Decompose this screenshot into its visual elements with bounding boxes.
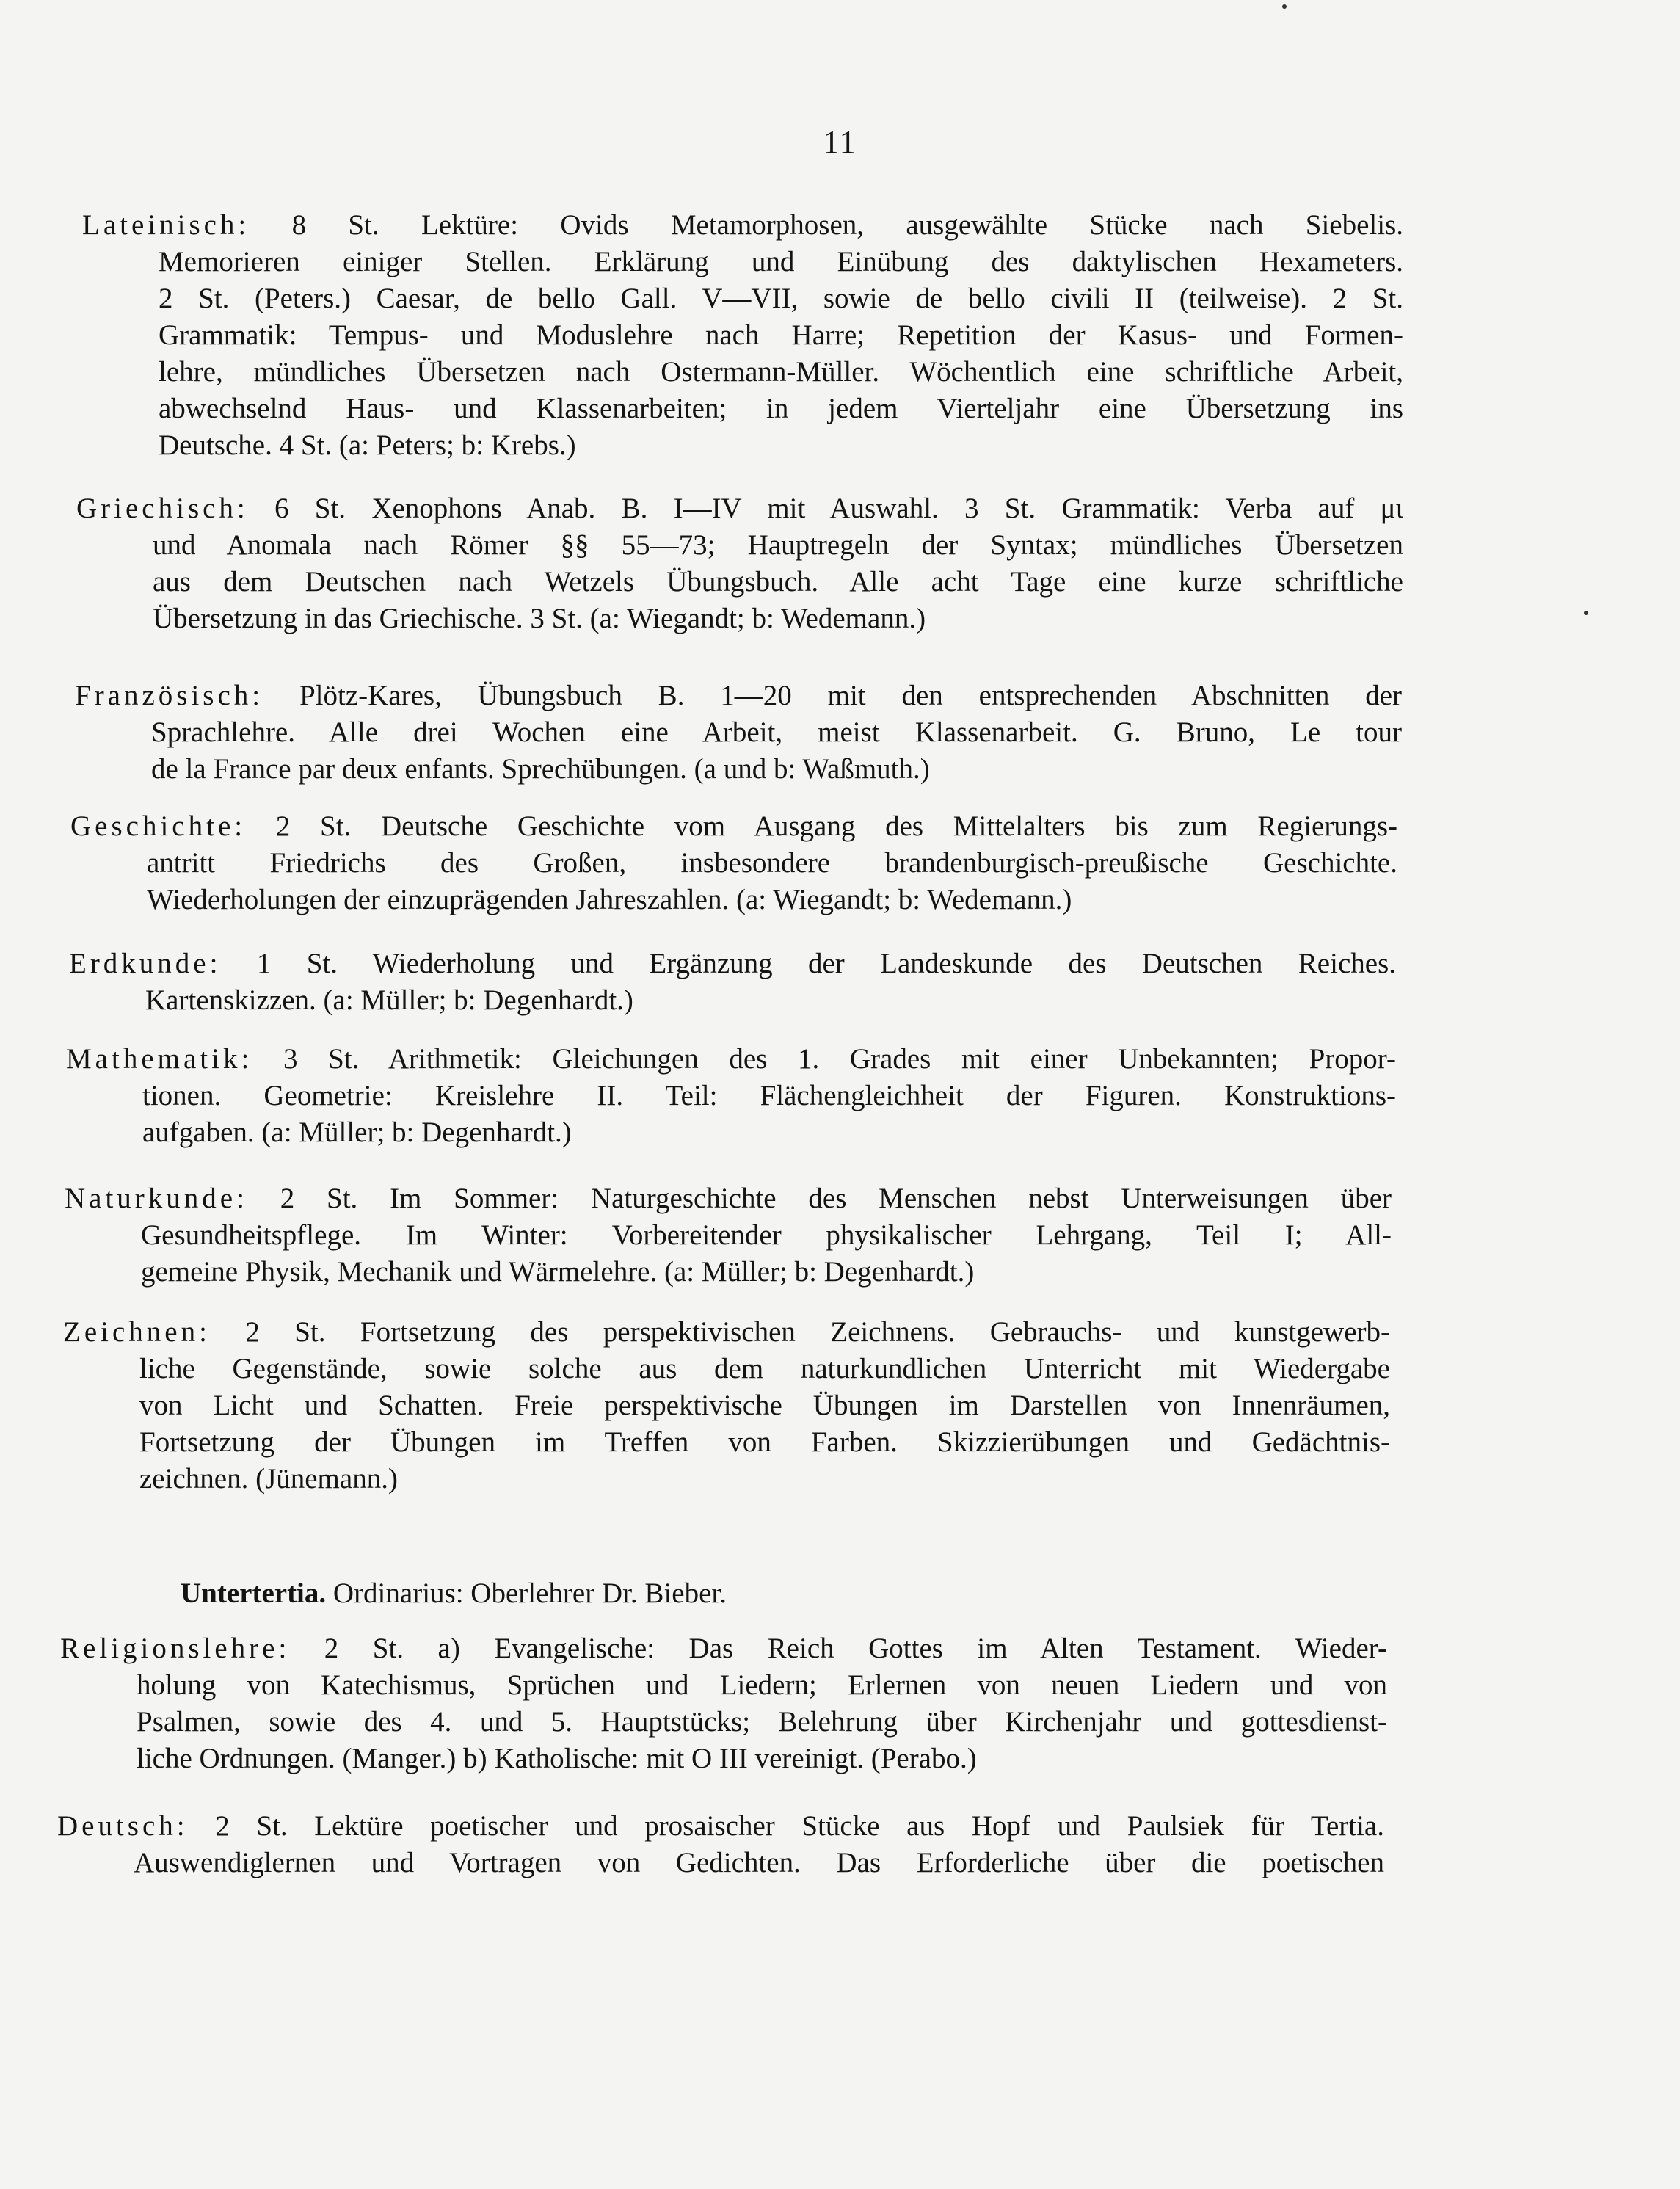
page-number: 11 [823,124,857,160]
entry-line: Übersetzung in das Griechische. 3 St. (a: Wiegandt; b: Wedemann.) [153,603,926,634]
subject-label: Lateinisch: [82,209,250,241]
entry-line: Geschichte: 2 St. Deutsche Geschichte vom Ausgang des Mittelalters bis zum Regierungs- [70,810,1397,842]
entry-lateinisch [82,207,1403,464]
section-ordinarius: Ordinarius: Oberlehrer Dr. Bieber. [326,1578,727,1609]
entry-line: Gesundheitspflege. Im Winter: Vorbereitender physikalischer Lehrgang, Teil I; All- [141,1219,1392,1251]
entry-line: Lateinisch: 8 St. Lektüre: Ovids Metamorphosen, ausgewählte Stücke nach Siebelis. [82,209,1403,241]
entry-line: Deutsch: 2 St. Lektüre poetischer und prosaischer Stücke aus Hopf und Paulsiek für Tertia. [57,1810,1384,1842]
section-title: Untertertia. [181,1578,327,1609]
entry-erdkunde [69,945,1396,1019]
entry-geschichte [70,808,1397,918]
entry-line: Naturkunde: 2 St. Im Sommer: Naturgeschichte des Menschen nebst Unterweisungen über [65,1183,1392,1214]
entry-line: von Licht und Schatten. Freie perspektivische Übungen im Darstellen von Innenräumen, [139,1390,1390,1421]
entry-naturkunde [65,1180,1392,1290]
subject-label: Deutsch: [57,1810,189,1842]
entry-griechisch [76,490,1403,637]
subject-label: Mathematik: [66,1043,253,1075]
entry-line: und Anomala nach Römer §§ 55—73; Hauptregeln der Syntax; mündliches Übersetzen [153,529,1403,561]
subject-label: Griechisch: [76,493,249,524]
entry-line: liche Ordnungen. (Manger.) b) Katholische: mit O III vereinigt. (Perabo.) [137,1743,977,1774]
entry-deutsch [57,1808,1384,1881]
subject-label: Zeichnen: [63,1316,211,1348]
entry-line: Fortsetzung der Übungen im Treffen von Farben. Skizzierübungen und Gedächtnis- [139,1426,1390,1458]
entry-franzoesisch [75,678,1402,788]
entry-line: Auswendiglernen und Vortragen von Gedichten. Das Erforderliche über die poetischen [134,1847,1384,1878]
entry-line: Erdkunde: 1 St. Wiederholung und Ergänzung der Landeskunde des Deutschen Reiches. [69,948,1396,979]
entry-line: aus dem Deutschen nach Wetzels Übungsbuch. Alle acht Tage eine kurze schriftliche [153,566,1403,598]
entry-line: Deutsche. 4 St. (a: Peters; b: Krebs.) [159,429,576,461]
section-heading [181,1575,727,1612]
entry-line: Memorieren einiger Stellen. Erklärung und Einübung des daktylischen Hexameters. [159,246,1403,277]
entry-line: antritt Friedrichs des Großen, insbesondere brandenburgisch-preußische Geschichte. [147,847,1397,879]
entry-line: zeichnen. (Jünemann.) [139,1463,398,1495]
entry-line: Wiederholungen der einzuprägenden Jahreszahlen. (a: Wiegandt; b: Wedemann.) [147,884,1072,915]
entry-line: Mathematik: 3 St. Arithmetik: Gleichungen des 1. Grades mit einer Unbekannten; Propor- [66,1043,1396,1075]
entry-religionslehre [60,1630,1387,1777]
entry-line: Kartenskizzen. (a: Müller; b: Degenhardt.) [145,984,633,1016]
entry-line: holung von Katechismus, Sprüchen und Liedern; Erlernen von neuen Liedern und von [137,1669,1387,1701]
entry-line: Psalmen, sowie des 4. und 5. Hauptstücks; Belehrung über Kirchenjahr und gottesdienst- [137,1706,1387,1738]
entry-line: liche Gegenstände, sowie solche aus dem naturkundlichen Unterricht mit Wiedergabe [139,1353,1390,1384]
scan-speck [1282,4,1287,9]
entry-line: Sprachlehre. Alle drei Wochen eine Arbeit, meist Klassenarbeit. G. Bruno, Le tour [151,716,1402,748]
entry-line: Französisch: Plötz-Kares, Übungsbuch B. 1—20 mit den entsprechenden Abschnitten der [75,680,1402,711]
entry-line: lehre, mündliches Übersetzen nach Ostermann-Müller. Wöchentlich eine schriftliche Arbeit, [159,356,1403,388]
entry-line: 2 St. (Peters.) Caesar, de bello Gall. V—VII, sowie de bello civili II (teilweise). 2 St. [159,283,1403,314]
entry-line: Religionslehre: 2 St. a) Evangelische: Das Reich Gottes im Alten Testament. Wieder- [60,1633,1387,1664]
subject-label: Französisch: [75,680,264,711]
entry-line: tionen. Geometrie: Kreislehre II. Teil: Flächengleichheit der Figuren. Konstruktions- [142,1080,1396,1111]
entry-line: Griechisch: 6 St. Xenophons Anab. B. I—IV mit Auswahl. 3 St. Grammatik: Verba auf μι [76,493,1403,524]
subject-label: Erdkunde: [69,948,222,979]
subject-label: Geschichte: [70,810,247,842]
entry-line: Zeichnen: 2 St. Fortsetzung des perspektivischen Zeichnens. Gebrauchs- und kunstgewerb- [63,1316,1390,1348]
subject-label: Naturkunde: [65,1183,248,1214]
entry-line: gemeine Physik, Mechanik und Wärmelehre. (a: Müller; b: Degenhardt.) [141,1256,975,1288]
entry-line: de la France par deux enfants. Sprechübungen. (a und b: Waßmuth.) [151,753,930,785]
entry-mathematik [66,1041,1396,1151]
entry-line: Grammatik: Tempus- und Moduslehre nach Harre; Repetition der Kasus- und Formen- [159,319,1403,351]
entry-zeichnen [63,1314,1390,1498]
entry-line: abwechselnd Haus- und Klassenarbeiten; in jedem Vierteljahr eine Übersetzung ins [159,393,1403,424]
subject-label: Religionslehre: [60,1633,291,1664]
scan-speck [1584,611,1588,615]
entry-line: aufgaben. (a: Müller; b: Degenhardt.) [142,1117,572,1148]
